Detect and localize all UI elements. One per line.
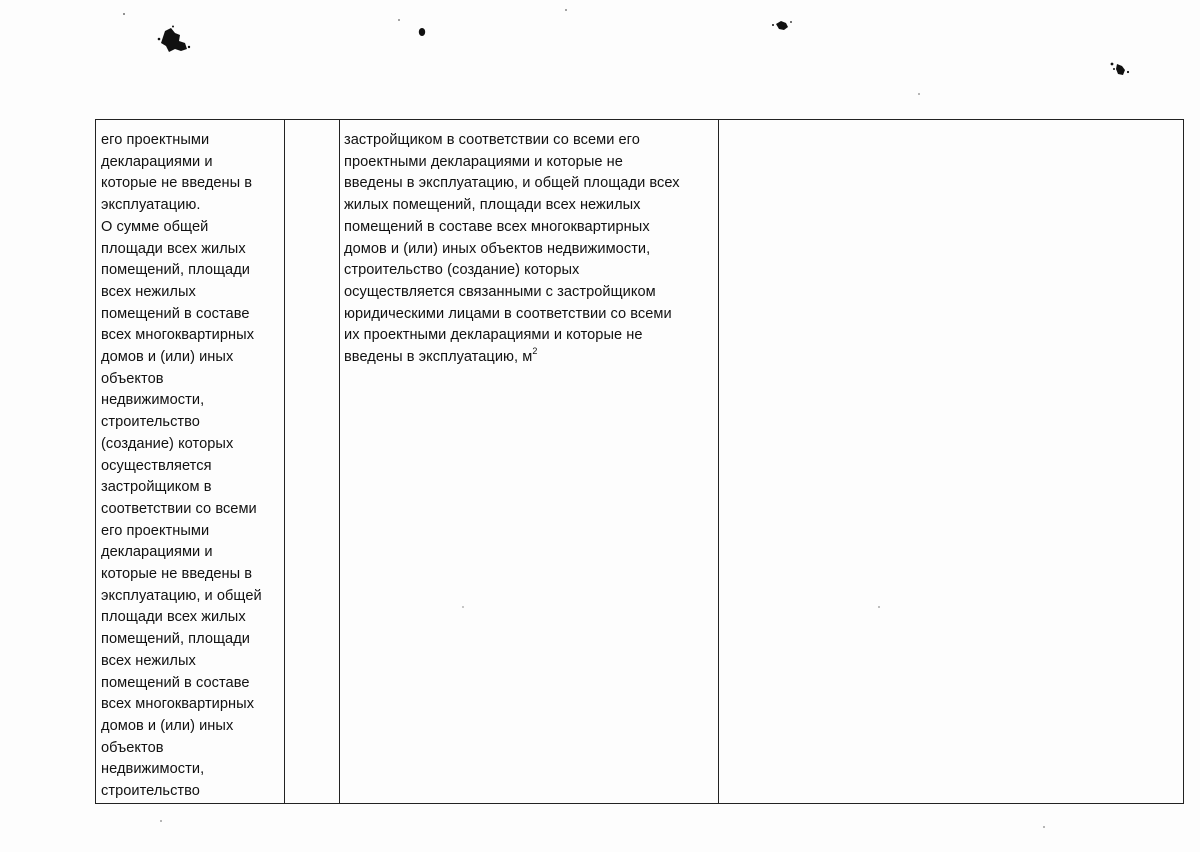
cell-text-indicator bbox=[340, 120, 718, 369]
ink-blot-right bbox=[1108, 58, 1134, 80]
document-table bbox=[95, 119, 1184, 804]
speck bbox=[160, 820, 162, 822]
unit-superscript: 2 bbox=[532, 346, 538, 357]
table-cell-number bbox=[285, 120, 340, 804]
cell-text-number bbox=[285, 120, 339, 130]
speck bbox=[123, 13, 125, 15]
speck bbox=[565, 9, 567, 11]
speck bbox=[398, 19, 400, 21]
ink-blot-center-right bbox=[770, 16, 794, 36]
speck bbox=[918, 93, 920, 95]
ink-blot-left bbox=[155, 25, 195, 57]
table-cell-description bbox=[96, 120, 285, 804]
ink-dot-center bbox=[416, 25, 428, 39]
cell-text-description: его проектными декларациями и которые не введены в эксплуатацию. О сумме общей площади всех жилых помещений, площади всех нежилых помещений в составе всех многоквартирных домов и (или) иных объектов недвижимости, строительство (создание) которых осуществляется застройщиком в соответствии со всеми его проектными декларациями и которые не введены в эксплуатацию, и общей площади всех жилых помещений, площади всех нежилых помещений в составе всех многоквартирных домов и (или) иных объектов недвижимости, строительство bbox=[101, 132, 262, 800]
table-row bbox=[96, 120, 1184, 804]
table-cell-value bbox=[719, 120, 1184, 804]
cell-text-value bbox=[719, 120, 1183, 130]
speck bbox=[1043, 826, 1045, 828]
table-cell-indicator bbox=[340, 120, 719, 804]
indicator-text: застройщиком в соответствии со всеми его проектными декларациями и которые не введены в эксплуатацию, и общей площади всех жилых помещений, площади всех нежилых помещений в составе всех многоквартирных домов и (или) иных объектов недвижимости, строительство (создание) которых осуществляется связанными с застройщиком юридическими лицами в соответствии со всеми их проектными декларациями и которые не введены в эксплуатацию, м bbox=[344, 132, 680, 366]
